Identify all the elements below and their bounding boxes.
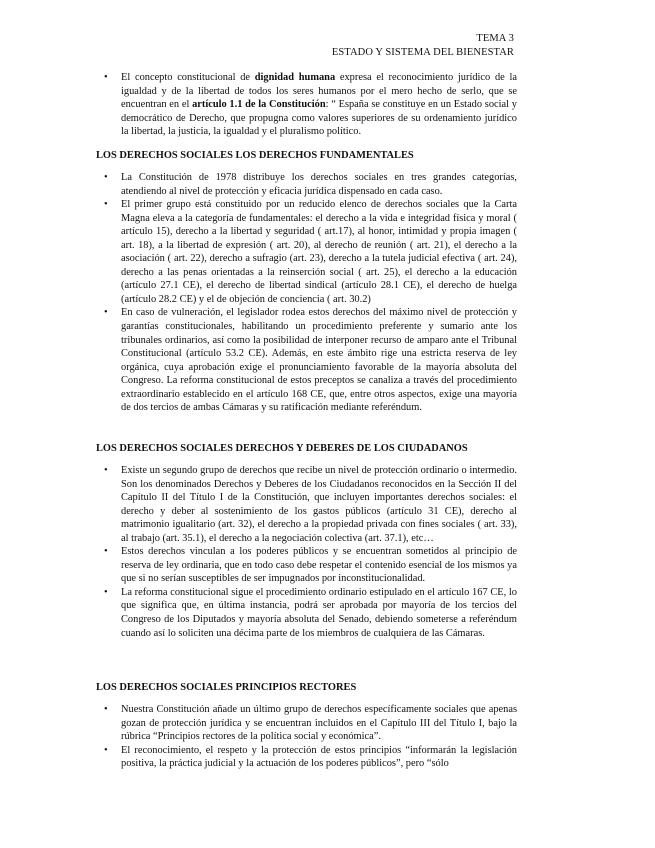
list-item: • La reforma constitucional sigue el procedimiento ordinario estipulado en el artículo 167 CE, lo que significa que, en última instancia, podrá ser aprobada por mayoría de los tercios del Congreso de los Diputados y mayoría absoluta del Senado, debiendo someterse a referéndum cuando así lo soliciten una décima parte de los miembros de cualquiera de las Cámaras. — [96, 586, 517, 640]
list-item: • Estos derechos vinculan a los poderes públicos y se encuentran sometidos al principio de reserva de ley ordinaria, que en todo caso debe respetar el contenido esencial de los mismos ya que si no serían susceptibles de ser impugnados por inconstitucionalidad. — [96, 545, 517, 586]
section-heading: LOS DERECHOS SOCIALES DERECHOS Y DEBERES DE LOS CIUDADANOS — [96, 443, 468, 454]
section-heading: LOS DERECHOS SOCIALES PRINCIPIOS RECTORES — [96, 682, 357, 693]
document-header — [332, 32, 514, 60]
header-title: ESTADO Y SISTEMA DEL BIENESTAR — [331, 47, 514, 58]
list-item: • El reconocimiento, el respeto y la protección de estos principios “informarán la legislación positiva, la práctica judicial y la actuación de los poderes públicos”, pero “sólo — [96, 744, 517, 771]
header-topic: TEMA 3 — [476, 33, 514, 44]
list-item: • El primer grupo está constituido por un reducido elenco de derechos sociales que la Carta Magna eleva a la categoría de fundamentales: el derecho a la vida e integridad física y moral ( artículo 15), derecho a la libertad y seguridad ( art.17), al honor, intimidad y propia imagen ( art. 18), a la libertad de expresión ( art. 20), al derecho de reunión ( art. 21), el derecho a la asociación ( art. 22), derecho a sufragio (art. 23), derecho a la tutela judicial efectiva ( art. 24), derecho a las penas orientadas a la reinserción social ( art. 25), el derecho a la educación (artículo 27.1 CE), el derecho de libertad sindical (artículo 28.1 CE), el derecho de huelga (artículo 28.2 CE) y el de objeción de conciencia ( art. 30.2) — [96, 198, 517, 306]
list-item: • La Constitución de 1978 distribuye los derechos sociales en tres grandes categorías, atendiendo al nivel de protección y eficacia jurídica dispensado en cada caso. — [96, 171, 517, 198]
list-item: • Existe un segundo grupo de derechos que recibe un nivel de protección ordinario o intermedio. Son los denominados Derechos y Deberes de los Ciudadanos reconocidos en la Sección II del Capítulo II del Título I de la Constitución, que incluyen importantes derechos sociales: el derecho y deber al sostenimiento de los gastos públicos (artículo 31 CE), derecho al matrimonio igualitario (art. 32), el derecho a la propiedad privada con fines sociales ( art. 33), al trabajo (art. 35.1), el derecho a la negociación colectiva (art. 37.1), etc… — [96, 464, 517, 545]
bold-term: artículo 1.1 de la Constitución — [192, 99, 326, 111]
section-guiding-principles — [96, 703, 517, 771]
section-heading: LOS DERECHOS SOCIALES LOS DERECHOS FUNDAMENTALES — [96, 150, 414, 161]
list-item: • En caso de vulneración, el legislador rodea estos derechos del máximo nivel de protección y garantías constitucionales, habilitando un procedimiento preferente y sumario ante los tribunales ordinarios, así como la posibilidad de interponer recurso de amparo ante el Tribunal Constitucional (artículo 53.2 CE). Además, en este ámbito rige una estricta reserva de ley orgánica, cuya aprobación exige el pronunciamiento favorable de la mayoría absoluta del Congreso. La reforma constitucional de estos preceptos se canaliza a través del procedimiento extraordinario establecido en el artículo 168 CE, que, entre otros aspectos, exige una mayoría de dos tercios de ambas Cámaras y su ratificación mediante referéndum. — [96, 306, 517, 414]
intro-block — [96, 71, 517, 139]
bold-term: dignidad humana — [254, 72, 336, 83]
list-item: • El concepto constitucional de dignidad humana expresa el reconocimiento jurídico de la igualdad y de la libertad de todos los seres humanos por el mero hecho de serlo, que se encuentran en el artículo 1.1 de la Constitución: “ España se constituye en un Estado social y democrático de Derecho, que propugna como valores superiores de su ordenamiento jurídico la libertad, la justicia, la igualdad y el pluralismo político. — [96, 71, 517, 139]
list-item: • Nuestra Constitución añade un último grupo de derechos específicamente sociales que apenas gozan de protección jurídica y se encuentran incluidos en el Capítulo III del Título I, bajo la rúbrica “Principios rectores de la política social y económica”. — [96, 703, 517, 744]
section-duties-rights — [96, 464, 517, 640]
quote-text: España se constituye en un Estado — [338, 99, 483, 111]
section-fundamental-rights — [96, 171, 517, 415]
